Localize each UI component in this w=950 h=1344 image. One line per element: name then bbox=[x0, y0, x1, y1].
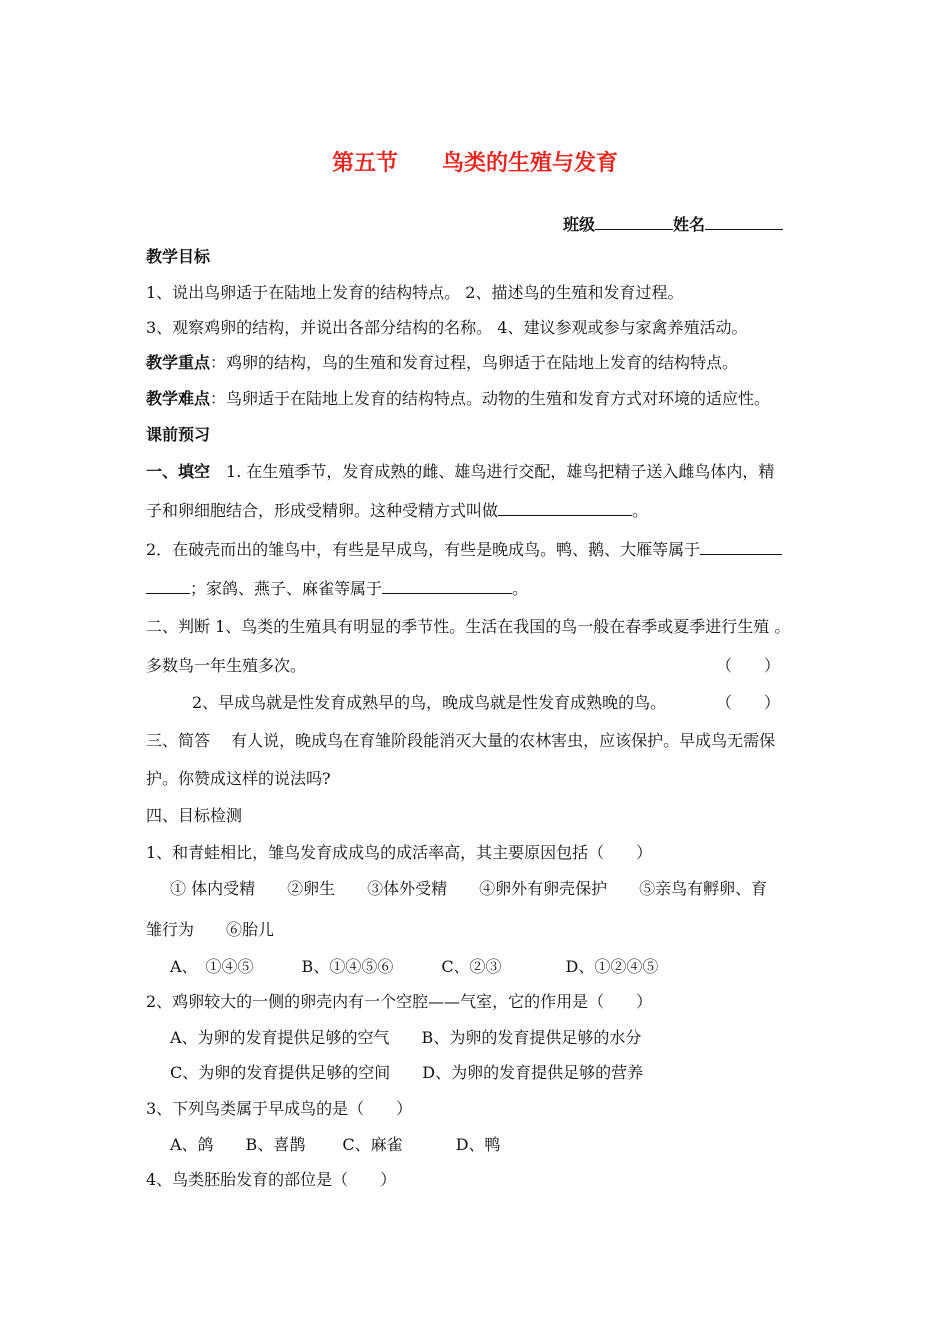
judge-line-3: 2、早成鸟就是性发育成熟早的鸟，晚成鸟就是性发育成熟晚的鸟。 bbox=[192, 693, 667, 712]
fill-label: 一、填空 bbox=[146, 462, 211, 481]
difficult-points bbox=[146, 388, 770, 410]
difficult-points-text: ：鸟卵适于在陆地上发育的结构特点。动物的生殖和发育方式对环境的适应性。 bbox=[210, 389, 771, 408]
fill-q1-end: 。 bbox=[632, 501, 649, 520]
difficult-points-label: 教学难点 bbox=[146, 389, 211, 408]
fill-q2-text-a: 2．在破壳而出的雏鸟中，有些是早成鸟，有些是晚成鸟。鸭、鹅、大雁等属于 bbox=[146, 540, 701, 559]
name-label: 姓名 bbox=[673, 215, 706, 234]
key-points bbox=[146, 352, 738, 374]
fill-question-2-line-2 bbox=[146, 578, 528, 600]
test-q2: 2、鸡卵较大的一侧的卵壳内有一个空腔——气室，它的作用是（ ） bbox=[146, 992, 653, 1011]
objective-line-2: 3、观察鸡卵的结构，并说出各部分结构的名称。 4、建议参观或参与家禽养殖活动。 bbox=[146, 318, 748, 337]
fill-q1-text-b: 子和卵细胞结合，形成受精卵。这种受精方式叫做 bbox=[146, 501, 499, 520]
fill-q1-text-a: 1. 在生殖季节，发育成熟的雌、雄鸟进行交配，雄鸟把精子送入雌鸟体内，精 bbox=[226, 462, 775, 481]
fill-question-2-line-1 bbox=[146, 539, 782, 561]
fill-q2-text-b: ；家鸽、燕子、麻雀等属于 bbox=[190, 579, 383, 598]
fill-q2-blank-1b bbox=[146, 579, 190, 594]
judge-line-1: 二、判断 1、鸟类的生殖具有明显的季节性。生活在我国的鸟一般在春季或夏季进行生殖 。 bbox=[146, 617, 791, 636]
class-label: 班级 bbox=[563, 215, 596, 234]
title-section: 第五节 bbox=[331, 151, 398, 176]
judge-paren-1: （ ） bbox=[716, 656, 781, 675]
test-q2-choices-ab: A、为卵的发育提供足够的空气 B、为卵的发育提供足够的水分 bbox=[170, 1028, 642, 1047]
class-blank bbox=[595, 215, 673, 230]
judge-line-2: 多数鸟一年生殖多次。 bbox=[146, 656, 307, 675]
preview-heading: 课前预习 bbox=[146, 425, 211, 444]
objective-line-1: 1、说出鸟卵适于在陆地上发育的结构特点。 2、描述鸟的生殖和发育过程。 bbox=[146, 283, 684, 302]
fill-q2-blank-1a bbox=[700, 540, 782, 555]
fill-q2-end: 。 bbox=[512, 579, 529, 598]
fill-question-1-line-1 bbox=[146, 461, 774, 483]
name-blank bbox=[705, 215, 783, 230]
fill-question-1-line-2 bbox=[146, 500, 648, 522]
test-q1-options-b: 雏行为 ⑥胎儿 bbox=[146, 920, 275, 939]
class-name-line bbox=[563, 214, 783, 236]
page-title bbox=[0, 146, 950, 177]
test-q1: 1、和青蛙相比，雏鸟发育成成鸟的成活率高，其主要原因包括（ ） bbox=[146, 843, 653, 862]
test-q1-choices: A、 ①④⑤ B、①④⑤⑥ C、②③ D、①②④⑤ bbox=[170, 957, 659, 976]
fill-q2-blank-2 bbox=[382, 579, 512, 594]
judge-paren-2: （ ） bbox=[716, 693, 781, 712]
short-answer-line-1: 三、简答 有人说，晚成鸟在育雏阶段能消灭大量的农林害虫，应该保护。早成鸟无需保 bbox=[146, 731, 776, 750]
test-q3-choices: A、鸽 B、喜鹊 C、麻雀 D、鸭 bbox=[170, 1135, 501, 1154]
title-topic: 鸟类的生殖与发育 bbox=[442, 151, 619, 176]
objectives-heading: 教学目标 bbox=[146, 247, 211, 266]
test-q3: 3、下列鸟类属于早成鸟的是（ ） bbox=[146, 1099, 413, 1118]
test-q4: 4、鸟类胚胎发育的部位是（ ） bbox=[146, 1170, 397, 1189]
test-q2-choices-cd: C、为卵的发育提供足够的空间 D、为卵的发育提供足够的营养 bbox=[170, 1063, 644, 1082]
key-points-label: 教学重点 bbox=[146, 353, 211, 372]
key-points-text: ：鸡卵的结构，鸟的生殖和发育过程，鸟卵适于在陆地上发育的结构特点。 bbox=[210, 353, 739, 372]
test-heading: 四、目标检测 bbox=[146, 806, 243, 825]
test-q1-options-a: ① 体内受精 ②卵生 ③体外受精 ④卵外有卵壳保护 ⑤亲鸟有孵卵、育 bbox=[170, 879, 768, 898]
short-answer-line-2: 护。你赞成这样的说法吗? bbox=[146, 769, 331, 788]
fill-q1-blank bbox=[498, 501, 632, 516]
